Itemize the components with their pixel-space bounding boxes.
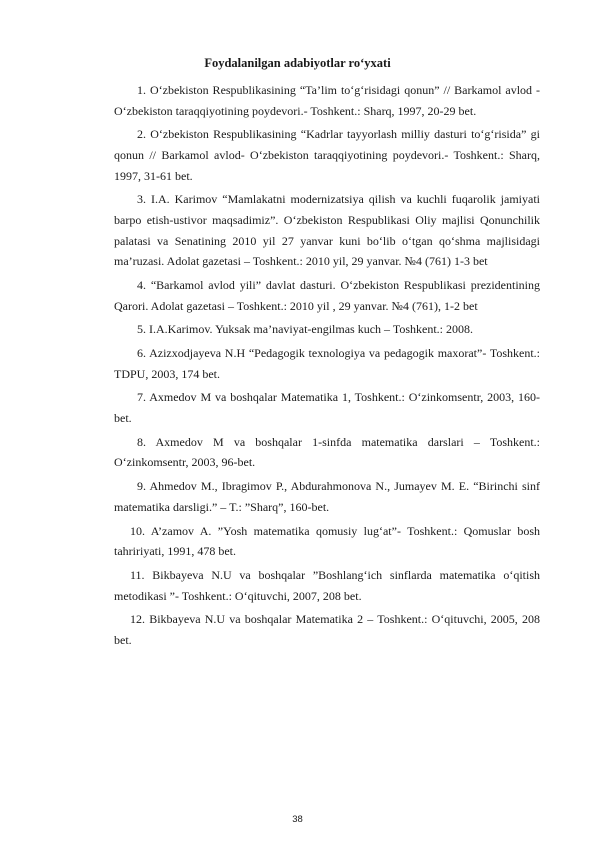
reference-number: 3.: [137, 192, 146, 207]
reference-item: [114, 343, 540, 384]
reference-text: Bikbayeva N.U va boshqalar ”Boshlang‘ich sinflarda matematika o‘qitish metodikasi ”- Toshkent.: O‘qituvchi, 2007, 208 bet.: [114, 567, 540, 603]
reference-text: O‘zbekiston Respublikasining “Kadrlar tayyorlash milliy dasturi to‘g‘risida” gi qonun // Barkamol avlod- O‘zbekiston taraqqiyotining poydevori.- Toshkent.: Sharq, 1997, 31-61 bet.: [114, 127, 541, 183]
reference-number: 12.: [130, 612, 145, 627]
reference-number: 2.: [137, 127, 146, 142]
reference-text: Azizxodjayeva N.H “Pedagogik texnologiya va pedagogik maxorat”- Toshkent.: TDPU, 2003, 174 bet.: [114, 346, 541, 381]
reference-number: 4.: [137, 277, 146, 292]
reference-list: [114, 80, 540, 654]
page-number: 38: [292, 814, 303, 825]
reference-item: [114, 189, 540, 271]
reference-item: [114, 387, 540, 428]
reference-text: Ahmedov M., Ibragimov P., Abdurahmonova N., Jumayev M. E. “Birinchi sinf matematika darsligi.” – T.: ”Sharq”, 160-bet.: [114, 479, 540, 514]
reference-text: I.A. Karimov “Mamlakatni modernizatsiya qilish va kuchli fuqarolik jamiyati barpo etish-ustivor maqsadimiz”. O‘zbekiston Respublikasi Oliy majlisi Qonunchilik palatasi va Senatining 2010 yil 27 yanvar kuni bo‘lib o‘tgan qo‘shma majlisidagi ma’ruzasi. Adolat gazetasi – Toshkent.: 2010 yil, 29 yanvar. №4 (761) 1-3 bet: [114, 192, 540, 269]
reference-text: Bikbayeva N.U va boshqalar Matematika 2 – Toshkent.: O‘qituvchi, 2005, 208 bet.: [114, 612, 541, 647]
reference-item: [114, 432, 540, 473]
reference-number: 7.: [137, 390, 146, 405]
reference-number: 9.: [137, 479, 146, 494]
reference-item: [114, 319, 540, 340]
reference-number: 6.: [137, 346, 146, 361]
reference-item: [114, 124, 540, 186]
reference-number: 11.: [130, 567, 145, 582]
reference-text: A’zamov A. ”Yosh matematika qomusiy lug‘at”- Toshkent.: Qomuslar bosh tahririyati, 1991, 478 bet.: [114, 523, 541, 559]
page-title: Foydalanilgan adabiyotlar ro‘yxati: [204, 56, 391, 70]
reference-text: Axmedov M va boshqalar 1-sinfda matematika darslari – Toshkent.: O‘zinkomsentr, 2003, 96-bet.: [114, 434, 540, 470]
reference-item: [114, 476, 540, 517]
reference-number: 10.: [130, 523, 145, 538]
reference-text: I.A.Karimov. Yuksak ma’naviyat-engilmas kuch – Toshkent.: 2008.: [149, 322, 473, 337]
reference-text: “Barkamol avlod yili” davlat dasturi. O‘zbekiston Respublikasi prezidentining Qarori. Adolat gazetasi – Toshkent.: 2010 yil , 29 yanvar. №4 (761), 1-2 bet: [114, 277, 541, 313]
reference-number: 1.: [137, 83, 146, 97]
reference-number: 5.: [137, 322, 146, 337]
reference-item: [114, 80, 540, 121]
reference-item: [114, 275, 540, 316]
reference-number: 8.: [137, 434, 146, 449]
reference-text: Axmedov M va boshqalar Matematika 1, Toshkent.: O‘zinkomsentr, 2003, 160-bet.: [114, 390, 540, 426]
reference-item: [114, 609, 540, 650]
reference-text: O‘zbekiston Respublikasining “Ta’lim to‘g‘risidagi qonun” // Barkamol avlod - O‘zbekiston taraqqiyotining poydevori.- Toshkent.: Sharq, 1997, 20-29 bet.: [114, 83, 540, 118]
reference-item: [114, 565, 540, 606]
reference-item: [114, 521, 540, 562]
